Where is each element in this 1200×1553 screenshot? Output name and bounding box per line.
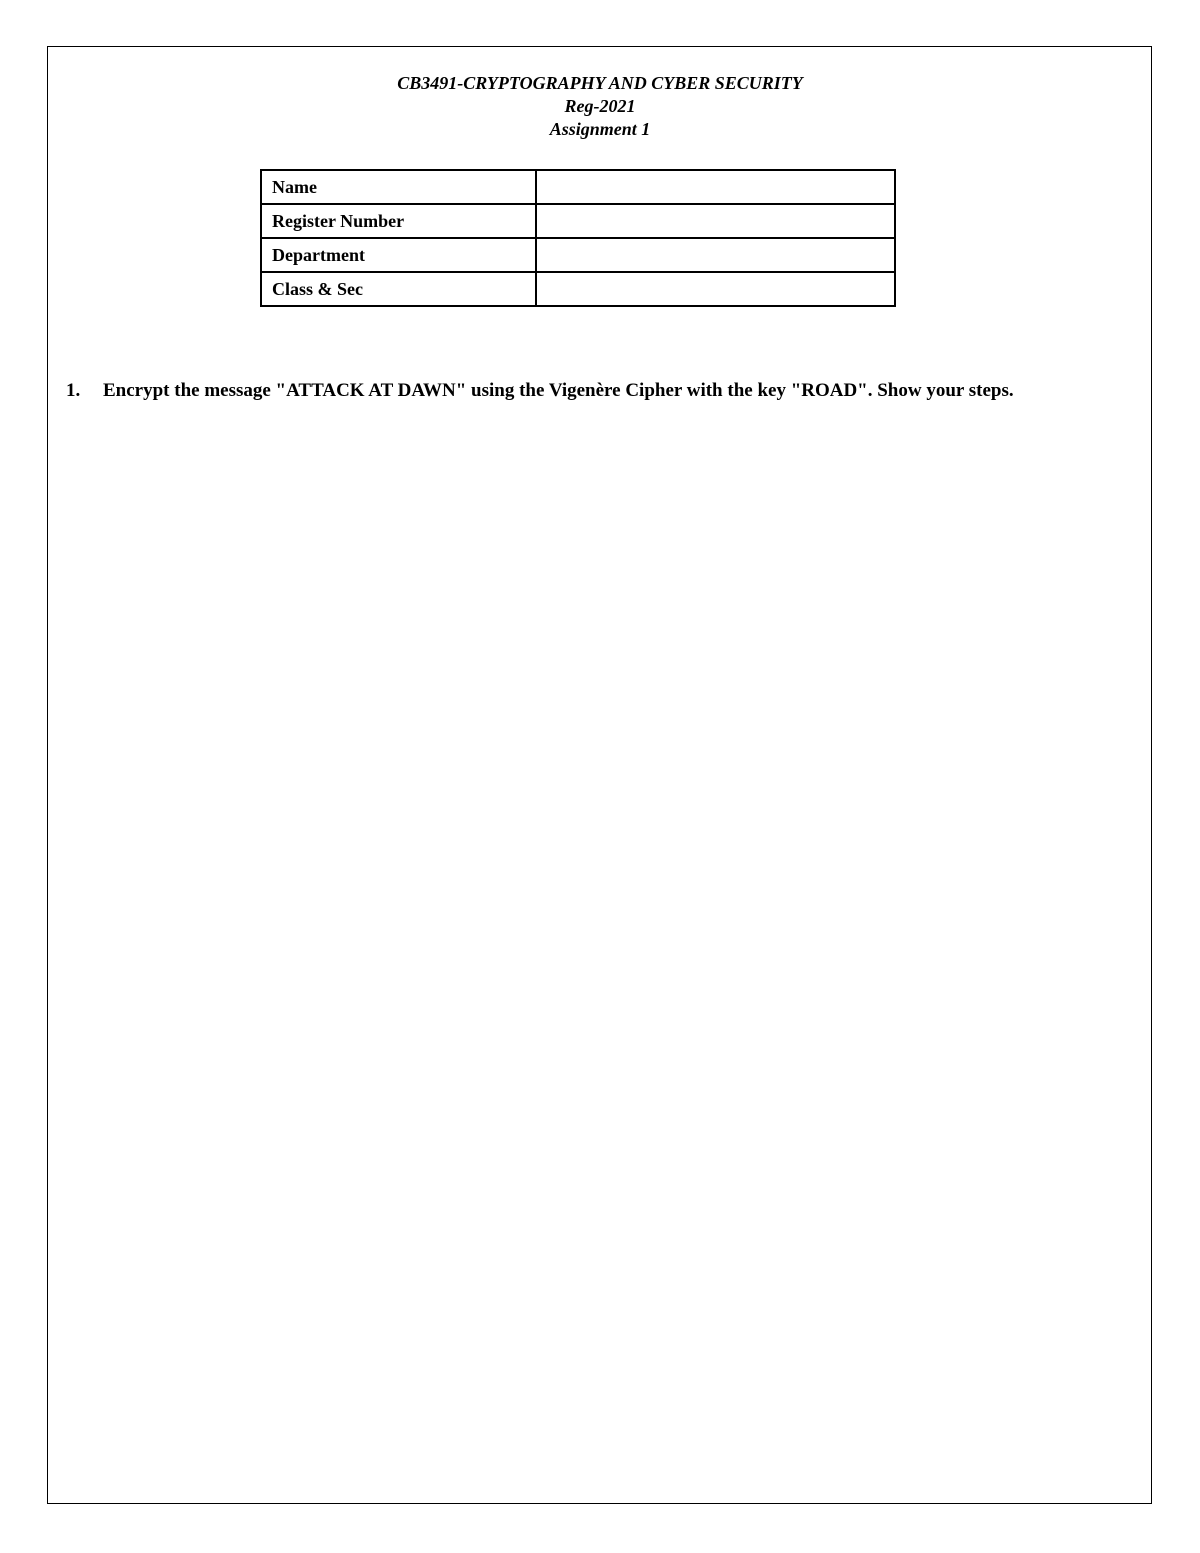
register-number-label: Register Number [261,204,536,238]
class-sec-label: Class & Sec [261,272,536,306]
assignment-label: Assignment 1 [549,119,651,139]
table-row [261,204,895,238]
name-field[interactable] [536,170,895,204]
question-text: Encrypt the message "ATTACK AT DAWN" using the Vigenère Cipher with the key "ROAD". Show your steps. [103,380,1014,401]
class-sec-field[interactable] [536,272,895,306]
student-info-table [260,169,896,307]
table-row [261,170,895,204]
question-item [66,372,1066,410]
table-row [261,238,895,272]
course-title: CB3491-CRYPTOGRAPHY AND CYBER SECURITY [397,73,803,93]
department-label: Department [261,238,536,272]
table-row [261,272,895,306]
question-number: 1. [66,380,81,401]
regulation-label: Reg-2021 [564,96,636,116]
department-field[interactable] [536,238,895,272]
register-number-field[interactable] [536,204,895,238]
name-label: Name [261,170,536,204]
document-header [0,72,1200,141]
